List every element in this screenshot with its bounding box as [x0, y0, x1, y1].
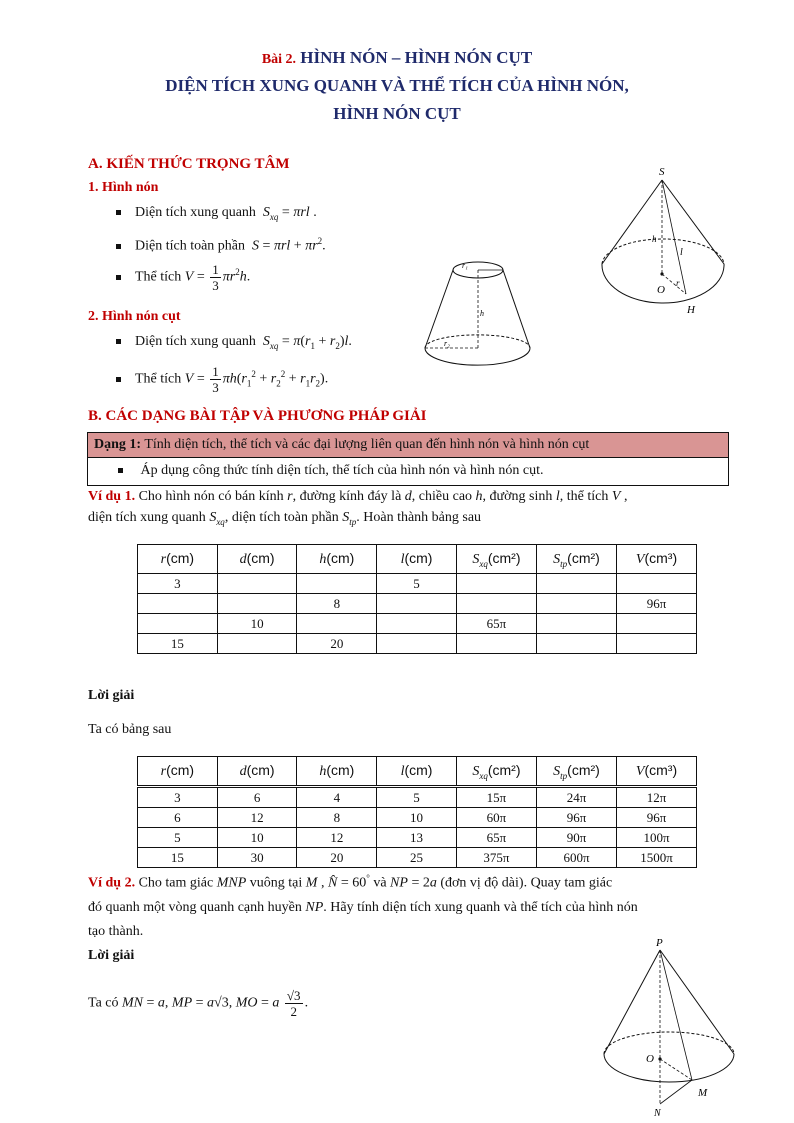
frustum-label-r2: r₂: [444, 339, 450, 348]
col-header-sxq: $S_{xq}(cm^2)$: [456, 757, 536, 787]
col-header-h: h(cm): [297, 757, 377, 787]
example-1-text: Ví dụ 1. Cho hình nón có bán kính r, đường kính đáy là d, chiều cao h, đường sinh l, thể tích V , diện tích xung quanh $S_{xq}$, diện tích toàn phần $S_{tp}$. Hoàn thành bảng sau: [88, 489, 628, 527]
cone-figure: [590, 162, 740, 322]
cone-2-label-m: M: [698, 1087, 708, 1099]
col-header-d: d(cm): [217, 545, 297, 574]
title-line-1: HÌNH NÓN – HÌNH NÓN CỤT: [300, 48, 533, 67]
col-header-d: d(cm): [217, 757, 297, 787]
col-header-stp: $S_{tp}(cm^2)$: [536, 757, 616, 787]
section-a-heading: A. KIẾN THỨC TRỌNG TÂM: [88, 156, 290, 172]
table-row: 10 65π: [138, 614, 697, 634]
cone-2-label-n: N: [654, 1108, 661, 1119]
table-row: 5 10 12 13 65π 90π 100π: [138, 828, 697, 848]
table-row: 6 12 8 10 60π 96π 96π: [138, 808, 697, 828]
solution-1-label: Lời giải: [88, 688, 135, 703]
col-header-v: V(cm³): [617, 545, 697, 574]
solution-2-text: Ta có MN = a, MP = a√3, MO = a $\frac{√3}{2}$ .: [88, 988, 309, 1019]
section-b-heading: B. CÁC DẠNG BÀI TẬP VÀ PHƯƠNG PHÁP GIẢI: [88, 408, 427, 424]
col-header-v: V(cm³): [617, 757, 697, 787]
col-header-r: r(cm): [138, 545, 218, 574]
example-2-text: Ví dụ 2. Cho tam giác MNP vuông tại M , N̂ = 60° và NP = 2a (đơn vị độ dài). Quay tam giác đó quanh một vòng quanh cạnh huyền NP. Hãy tính diện tích xung quanh và thể tích của hình nón tạo thành.: [88, 873, 638, 939]
frustum-figure: [420, 256, 538, 376]
col-header-r: r(cm): [138, 757, 218, 787]
table-row: 8 96π: [138, 594, 697, 614]
cone-label-o: O: [657, 284, 665, 296]
title-line-3: HÌNH NÓN CỤT: [333, 104, 461, 123]
cone-label-l: l: [680, 247, 683, 258]
frustum-volume: Thể tích V = $\frac{1}{3}$ $\pi h(r_1^2 + r_2^2 + r_1r_2)$.: [116, 364, 328, 395]
dang-1-box: [87, 432, 729, 486]
table-row: 3 6 4 5 15π 24π 12π: [138, 787, 697, 808]
col-header-h: h(cm): [297, 545, 377, 574]
dang-1-label: Dạng 1:: [94, 437, 142, 452]
cone-label-h: h: [652, 234, 657, 244]
frustum-label-h: h: [480, 309, 484, 318]
col-header-l: l(cm): [377, 545, 457, 574]
col-header-stp: $S_{tp}(cm^2)$: [536, 545, 616, 574]
page-title: [0, 48, 794, 68]
cone-heading: 1. Hình nón: [88, 180, 159, 195]
example-1-table: [137, 544, 697, 654]
solution-2-label: Lời giải: [88, 948, 135, 963]
solution-1-intro: Ta có bảng sau: [88, 722, 172, 737]
frustum-heading: 2. Hình nón cụt: [88, 309, 181, 324]
frustum-label-r1: r₁: [462, 261, 468, 270]
dang-1-text: Tính diện tích, thể tích và các đại lượng liên quan đến hình nón và hình nón cụt: [144, 437, 590, 452]
col-header-sxq: $S_{xq}(cm^2)$: [456, 545, 536, 574]
cone-label-hh: H: [687, 304, 695, 316]
lesson-number: Bài 2.: [261, 52, 297, 67]
table-row: 3 5: [138, 574, 697, 594]
cone-label-r: r: [676, 278, 680, 288]
cone-2-figure: [594, 934, 744, 1120]
cone-label-s: S: [659, 166, 665, 178]
solution-1-table: [137, 756, 697, 868]
cone-volume: Thể tích V = $\frac{1}{3}$ $\pi r^2h$.: [116, 262, 250, 293]
title-line-2: DIỆN TÍCH XUNG QUANH VÀ THỂ TÍCH CỦA HÌNH NÓN,: [165, 76, 629, 95]
cone-total-area: Diện tích toàn phần $S = \pi rl + \pi r^2$.: [116, 236, 326, 255]
cone-2-label-p: P: [656, 937, 663, 949]
col-header-l: l(cm): [377, 757, 457, 787]
dang-1-item: Áp dụng công thức tính diện tích, thể tích của hình nón và hình nón cụt.: [140, 463, 544, 478]
frustum-lateral-area: Diện tích xung quanh $S_{xq} = \pi(r_1 + r_2)l$.: [116, 334, 352, 351]
table-row: 15 30 20 25 375π 600π 1500π: [138, 848, 697, 868]
table-row: 15 20: [138, 634, 697, 654]
cone-2-label-o: O: [646, 1053, 654, 1065]
cone-lateral-area: Diện tích xung quanh $S_{xq} = \pi rl$ .: [116, 205, 317, 222]
